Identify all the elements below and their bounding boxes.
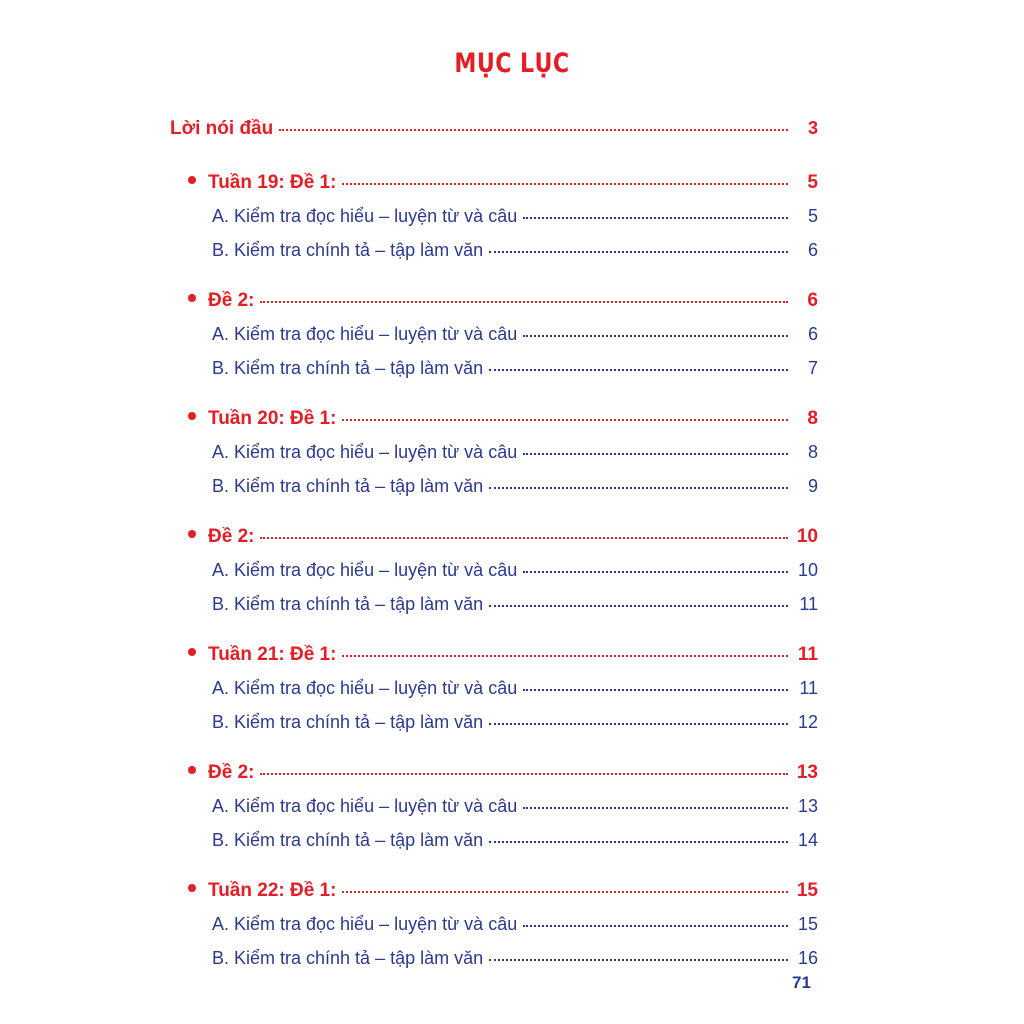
bullet-icon [188, 648, 196, 656]
toc-item-label: A. Kiểm tra đọc hiểu – luyện từ và câu [212, 678, 518, 698]
toc-section [168, 644, 818, 746]
toc-item[interactable] [168, 830, 818, 864]
toc-section [168, 172, 818, 274]
toc-item-label: A. Kiểm tra đọc hiểu – luyện từ và câu [212, 324, 518, 344]
toc-item-label: B. Kiểm tra chính tả – tập làm văn [212, 358, 484, 378]
toc-heading-page: 15 [796, 880, 818, 901]
toc-section [168, 526, 818, 628]
toc-intro-page: 3 [807, 118, 818, 138]
toc-section-heading[interactable] [168, 408, 818, 442]
dot-leader [523, 689, 788, 691]
toc-item[interactable] [168, 712, 818, 746]
dot-leader [260, 301, 788, 303]
toc-item-page: 15 [797, 914, 818, 934]
toc-item-label: B. Kiểm tra chính tả – tập làm văn [212, 594, 484, 614]
dot-leader [523, 925, 788, 927]
toc-item[interactable] [168, 796, 818, 830]
toc-heading-page: 13 [796, 762, 818, 783]
toc-item-label: B. Kiểm tra chính tả – tập làm văn [212, 948, 484, 968]
toc-item-label: A. Kiểm tra đọc hiểu – luyện từ và câu [212, 442, 518, 462]
dot-leader [489, 369, 788, 371]
toc-item-page: 10 [797, 560, 818, 580]
toc-heading-label: Tuần 19: Đề 1: [208, 172, 337, 193]
toc-heading-label: Tuần 20: Đề 1: [208, 408, 337, 429]
toc-item-label: B. Kiểm tra chính tả – tập làm văn [212, 830, 484, 850]
toc-item-page: 11 [799, 678, 818, 698]
toc-item-label: A. Kiểm tra đọc hiểu – luyện từ và câu [212, 914, 518, 934]
dot-leader [489, 841, 788, 843]
toc-item[interactable] [168, 324, 818, 358]
toc-heading-page: 8 [807, 408, 818, 429]
toc-item-label: A. Kiểm tra đọc hiểu – luyện từ và câu [212, 560, 518, 580]
toc-item[interactable] [168, 678, 818, 712]
dot-leader [523, 335, 788, 337]
toc-item-page: 5 [807, 206, 818, 226]
toc-intro-row[interactable] [168, 118, 818, 148]
dot-leader [260, 537, 788, 539]
dot-leader [342, 183, 788, 185]
dot-leader [523, 453, 788, 455]
toc-item[interactable] [168, 358, 818, 392]
dot-leader [489, 487, 788, 489]
toc-heading-label: Đề 2: [208, 290, 255, 311]
bullet-icon [188, 884, 196, 892]
toc-section-heading[interactable] [168, 644, 818, 678]
toc-section-heading[interactable] [168, 880, 818, 914]
toc-item-label: A. Kiểm tra đọc hiểu – luyện từ và câu [212, 796, 518, 816]
toc-section [168, 762, 818, 864]
toc-heading-label: Tuần 22: Đề 1: [208, 880, 337, 901]
toc-heading-label: Đề 2: [208, 526, 255, 547]
dot-leader [489, 723, 788, 725]
toc-item-page: 7 [807, 358, 818, 378]
toc-item-label: B. Kiểm tra chính tả – tập làm văn [212, 476, 484, 496]
bullet-icon [188, 530, 196, 538]
toc-heading-page: 11 [797, 644, 818, 665]
toc-item-page: 14 [797, 830, 818, 850]
toc-item[interactable] [168, 560, 818, 594]
toc-item-label: B. Kiểm tra chính tả – tập làm văn [212, 240, 484, 260]
dot-leader [342, 891, 788, 893]
toc-item[interactable] [168, 442, 818, 476]
toc-item[interactable] [168, 914, 818, 948]
dot-leader [523, 571, 788, 573]
toc-section-heading[interactable] [168, 290, 818, 324]
toc-item-label: B. Kiểm tra chính tả – tập làm văn [212, 712, 484, 732]
dot-leader [342, 419, 788, 421]
table-of-contents [168, 118, 818, 998]
toc-heading-label: Đề 2: [208, 762, 255, 783]
dot-leader [523, 807, 788, 809]
toc-intro-label: Lời nói đầu [170, 118, 274, 139]
toc-item[interactable] [168, 206, 818, 240]
toc-item[interactable] [168, 476, 818, 510]
bullet-icon [188, 412, 196, 420]
toc-item-page: 6 [807, 324, 818, 344]
toc-item-page: 6 [807, 240, 818, 260]
toc-section-heading[interactable] [168, 172, 818, 206]
dot-leader [489, 605, 788, 607]
toc-heading-page: 5 [807, 172, 818, 193]
toc-heading-page: 6 [807, 290, 818, 311]
page-number: 71 [792, 973, 811, 992]
toc-item[interactable] [168, 240, 818, 274]
toc-item-page: 9 [807, 476, 818, 496]
toc-item-page: 12 [797, 712, 818, 732]
dot-leader [489, 251, 788, 253]
toc-item-label: A. Kiểm tra đọc hiểu – luyện từ và câu [212, 206, 518, 226]
toc-item[interactable] [168, 594, 818, 628]
page-title: MỤC LỤC [454, 48, 570, 79]
dot-leader [342, 655, 788, 657]
toc-heading-label: Tuần 21: Đề 1: [208, 644, 337, 665]
toc-section [168, 880, 818, 982]
bullet-icon [188, 176, 196, 184]
dot-leader [489, 959, 788, 961]
toc-item-page: 16 [797, 948, 818, 968]
toc-section [168, 408, 818, 510]
bullet-icon [188, 294, 196, 302]
dot-leader [260, 773, 788, 775]
toc-item-page: 11 [799, 594, 818, 614]
bullet-icon [188, 766, 196, 774]
dot-leader [279, 129, 788, 131]
toc-item-page: 13 [797, 796, 818, 816]
toc-item[interactable] [168, 948, 818, 982]
toc-heading-page: 10 [796, 526, 818, 547]
toc-section-heading[interactable] [168, 526, 818, 560]
toc-item-page: 8 [807, 442, 818, 462]
toc-section [168, 290, 818, 392]
dot-leader [523, 217, 788, 219]
toc-section-heading[interactable] [168, 762, 818, 796]
